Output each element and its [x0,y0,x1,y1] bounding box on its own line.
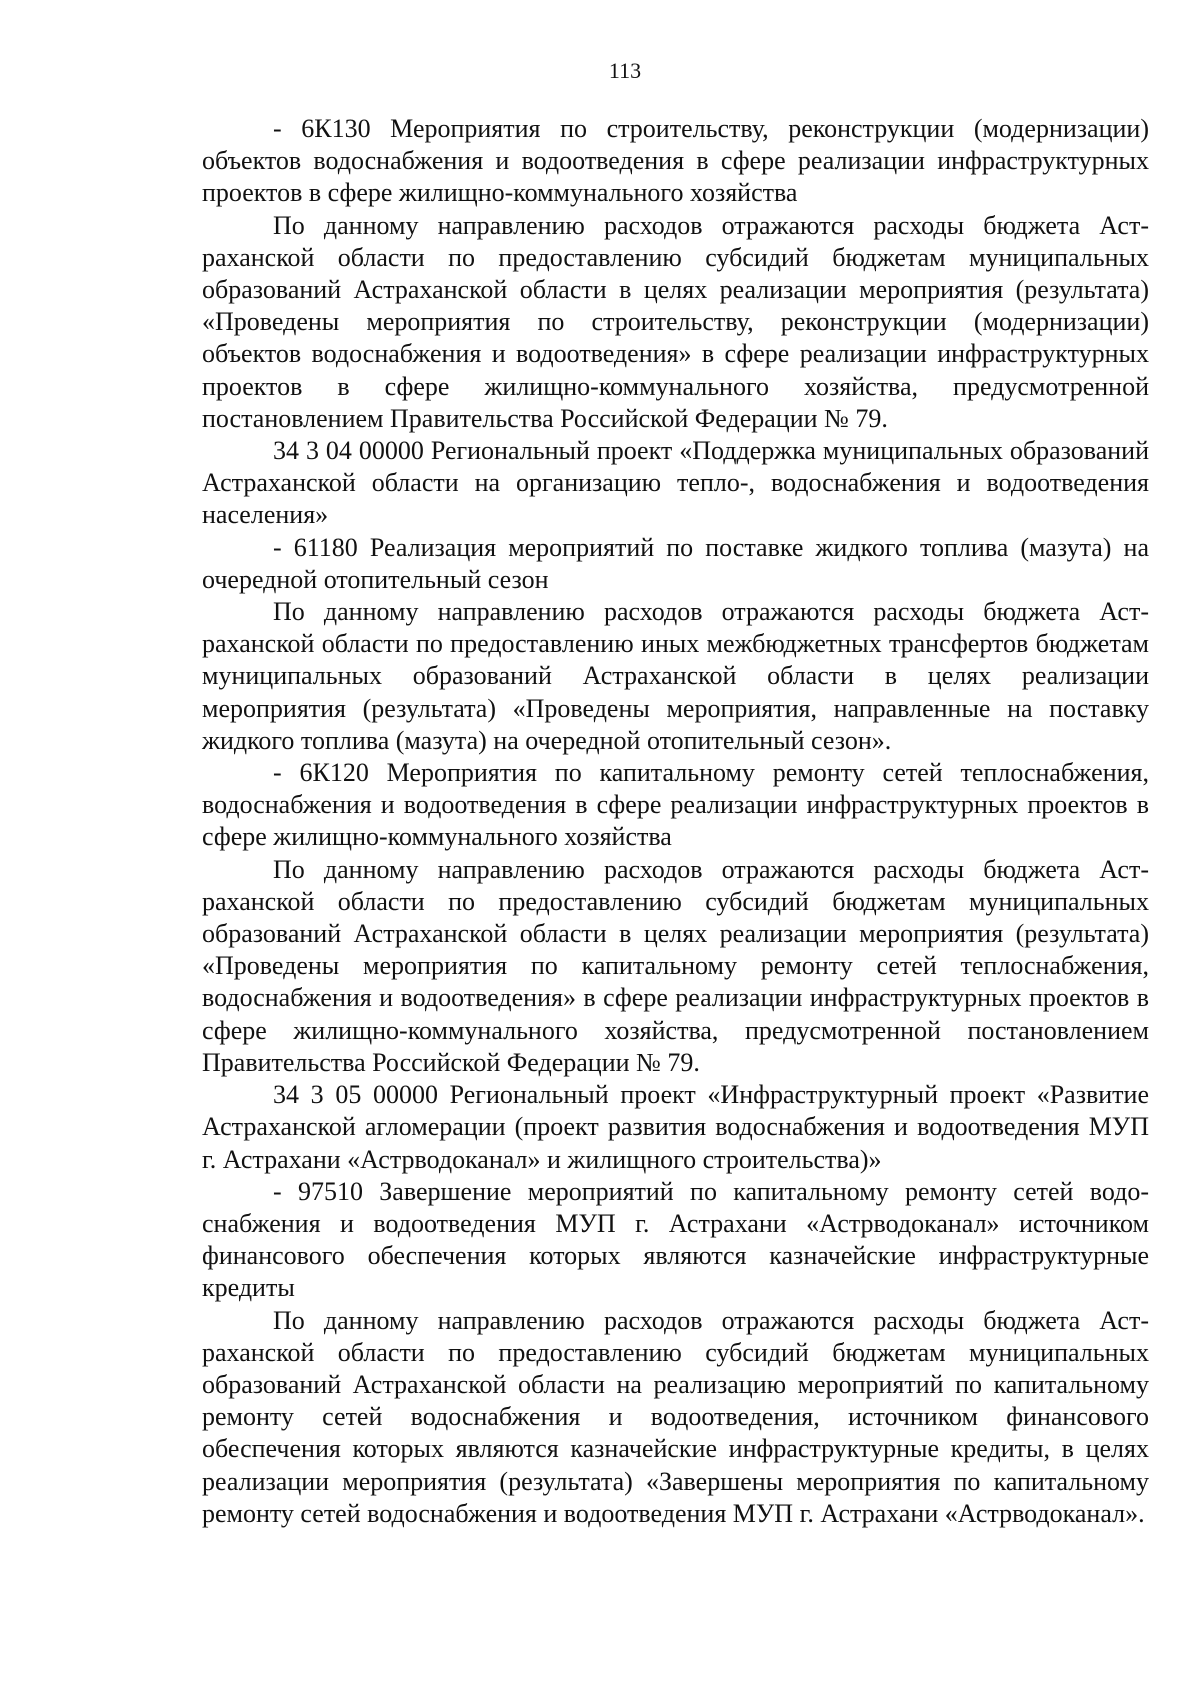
paragraph-61180-description: По данному направлению расходов отражаются расходы бюджета Астраханской области по предоставлению иных межбюджетных трансфертов бюджетам муниципальных образований Астраханской области в целях реализации мероприятия (результата) «Проведены мероприятия, направленные на поставку жидкого топлива (мазута) на очередной отопительный сезон». [202,597,1149,755]
document-body [202,113,1149,1530]
paragraph-6k130-description: По данному направлению расходов отражаются расходы бюджета Астраханской области по предоставлению субсидий бюджетам муниципальных образований Астраханской области в целях реализации мероприятия (результата) «Проведены мероприятия по строительству, реконструкции (модернизации) объектов водоснабжения и водоотведения» в сфере реализации инфраструктурных проектов в сфере жилищно-коммунального хозяйства, предусмотренной постановлением Правительства Российской Федерации № 79. [202,210,1149,433]
paragraph-project-34-3-05-heading: 34 3 05 00000 Региональный проект «Инфраструктурный проект «Развитие Астраханской агломерации (проект развития водоснабжения и водоотведения МУП г. Астрахани «Астрводоканал» и жилищного строительства)» [202,1080,1149,1174]
paragraph-6k120-heading: - 6К120 Мероприятия по капитальному ремонту сетей теплоснабжения, водоснабжения и водоотведения в сфере реализации инфраструктурных проектов в сфере жилищно-коммунального хозяйства [202,758,1149,852]
paragraph-61180-heading: - 61180 Реализация мероприятий по поставке жидкого топлива (мазута) на очередной отопительный сезон [202,532,1149,594]
paragraph-97510-description: По данному направлению расходов отражаются расходы бюджета Астраханской области по предоставлению субсидий бюджетам муниципальных образований Астраханской области на реализацию мероприятий по капитальному ремонту сетей водоснабжения и водоотведения, источником финансового обеспечения которых являются казначейские инфраструктурные кредиты, в целях реализации мероприятия (результата) «Завершены мероприятия по капитальному ремонту сетей водоснабжения и водоотведения МУП г. Астрахани «Астрводоканал». [202,1305,1149,1528]
paragraph-97510-heading: - 97510 Завершение мероприятий по капитальному ремонту сетей водоснабжения и водоотведения МУП г. Астрахани «Астрводоканал» источником финансового обеспечения которых являются казначейские инфраструктурные кредиты [202,1176,1149,1303]
paragraph-6k130-heading: - 6К130 Мероприятия по строительству, реконструкции (модернизации) объектов водоснабжения и водоотведения в сфере реализации инфраструктурных проектов в сфере жилищно-коммунального хозяйства [202,114,1149,208]
paragraph-project-34-3-04-heading: 34 3 04 00000 Региональный проект «Поддержка муниципальных образований Астраханской области на организацию тепло-, водоснабжения и водоотведения населения» [202,436,1149,530]
page-number: 113 [608,58,642,83]
paragraph-6k120-description: По данному направлению расходов отражаются расходы бюджета Астраханской области по предоставлению субсидий бюджетам муниципальных образований Астраханской области в целях реализации мероприятия (результата) «Проведены мероприятия по капитальному ремонту сетей теплоснабжения, водоснабжения и водоотведения» в сфере реализации инфраструктурных проектов в сфере жилищно-коммунального хозяйства, предусмотренной постановлением Правительства Российской Федерации № 79. [202,854,1149,1077]
